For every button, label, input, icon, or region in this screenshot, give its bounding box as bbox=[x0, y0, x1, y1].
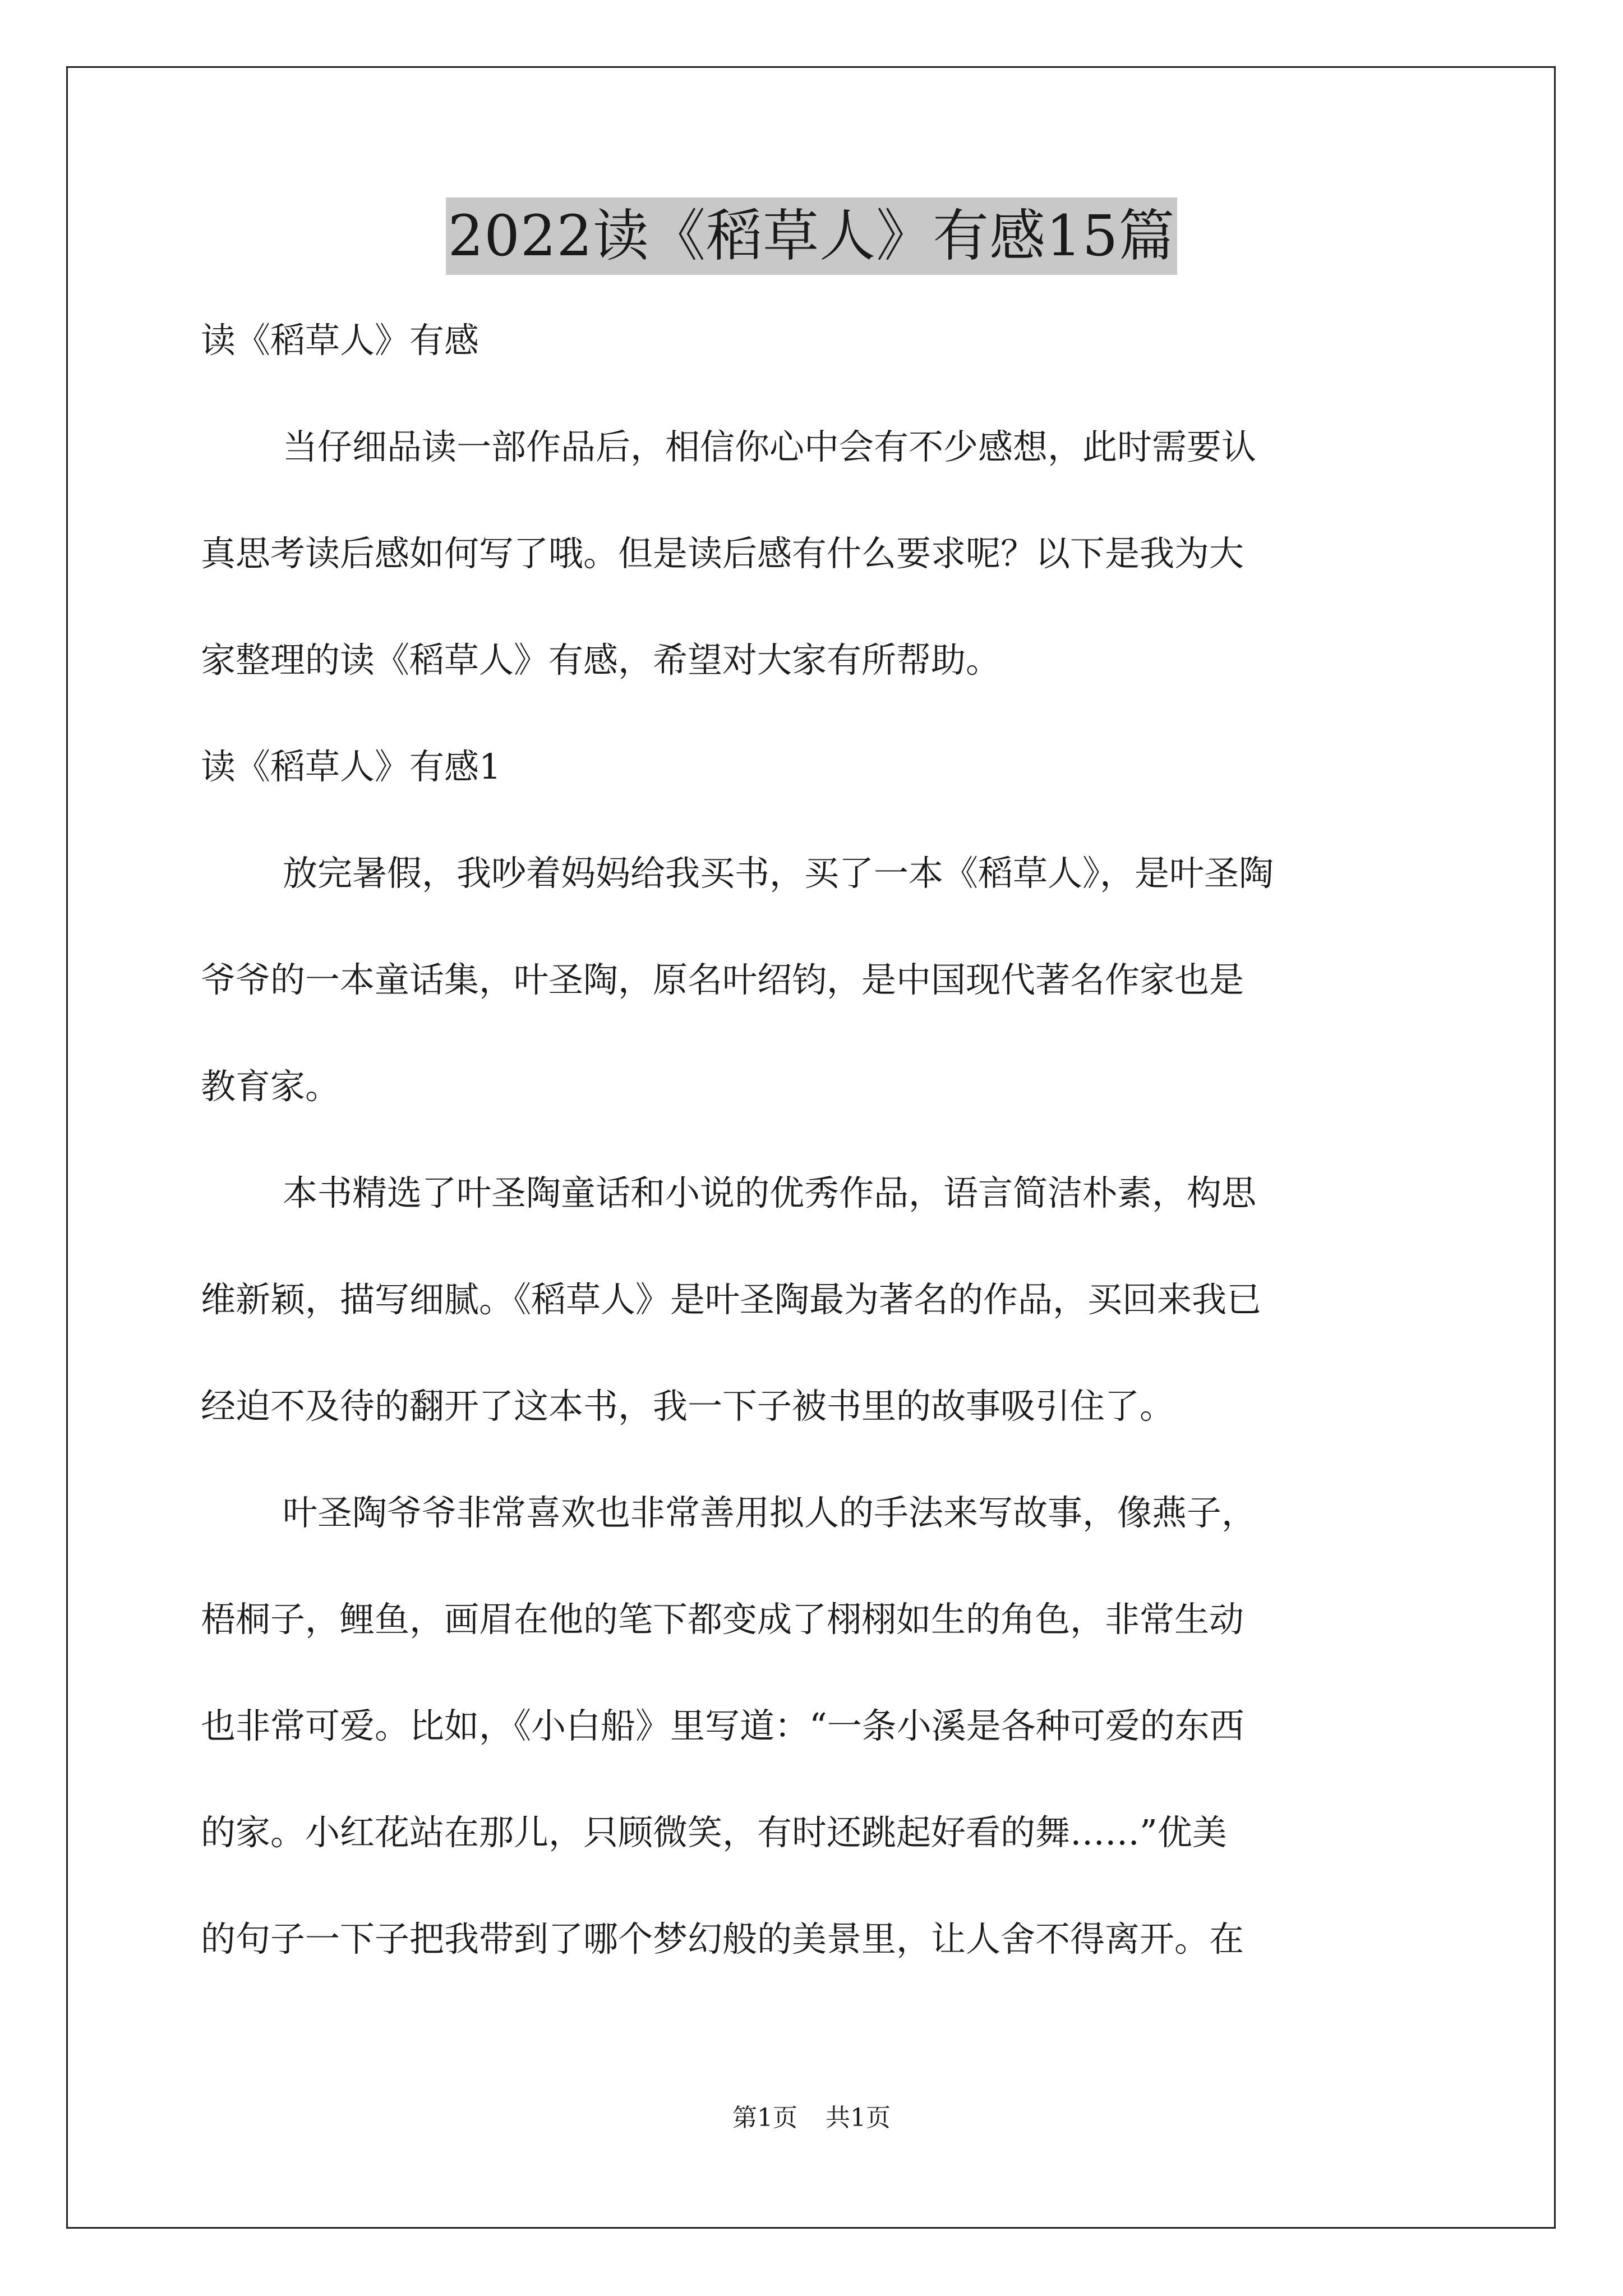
paragraph-line: 也非常可爱。比如，《小白船》里写道：“一条小溪是各种可爱的东西 bbox=[201, 1705, 1244, 1746]
paragraph-line: 经迫不及待的翻开了这本书，我一下子被书里的故事吸引住了。 bbox=[201, 1386, 1175, 1427]
paragraph bbox=[201, 1487, 1435, 1966]
paragraph-line: 的句子一下子把我带到了哪个梦幻般的美景里，让人舍不得离开。在 bbox=[201, 1918, 1244, 1959]
paragraph-line: 家整理的读《稻草人》有感，希望对大家有所帮助。 bbox=[201, 639, 1001, 680]
paragraph bbox=[201, 1167, 1435, 1433]
page-number: 第1页 bbox=[732, 2104, 797, 2132]
paragraph-line: 真思考读后感如何写了哦。但是读后感有什么要求呢？以下是我为大 bbox=[201, 533, 1244, 574]
paragraph-line: 的家。小红花站在那儿，只顾微笑，有时还跳起好看的舞……”优美 bbox=[201, 1812, 1227, 1853]
paragraph-line: 爷爷的一本童话集，叶圣陶，原名叶绍钧，是中国现代著名作家也是 bbox=[201, 959, 1244, 1000]
document-title: 2022读《稻草人》有感15篇 bbox=[446, 197, 1178, 275]
section-heading: 读《稻草人》有感 bbox=[201, 320, 479, 361]
paragraph-line: 当仔细品读一部作品后，相信你心中会有不少感想，此时需要认 bbox=[283, 426, 1257, 467]
paragraph-line: 叶圣陶爷爷非常喜欢也非常善用拟人的手法来写故事，像燕子， bbox=[283, 1492, 1257, 1533]
paragraph-line: 维新颖，描写细腻。《稻草人》是叶圣陶最为著名的作品，买回来我已 bbox=[201, 1279, 1262, 1320]
paragraph-line: 梧桐子，鲤鱼，画眉在他的笔下都变成了栩栩如生的角色，非常生动 bbox=[201, 1599, 1244, 1640]
paragraph-line: 放完暑假，我吵着妈妈给我买书，买了一本《稻草人》，是叶圣陶 bbox=[283, 853, 1274, 894]
paragraph-intro bbox=[201, 421, 1435, 687]
page-total: 共1页 bbox=[826, 2104, 891, 2132]
paragraph-line: 本书精选了叶圣陶童话和小说的优秀作品，语言简洁朴素，构思 bbox=[283, 1172, 1257, 1213]
paragraph bbox=[201, 847, 1435, 1113]
document-body bbox=[201, 314, 1435, 2019]
title-area bbox=[0, 197, 1623, 275]
section-heading: 读《稻草人》有感1 bbox=[201, 746, 501, 787]
page-footer bbox=[0, 2101, 1623, 2135]
paragraph-line: 教育家。 bbox=[201, 1066, 340, 1107]
